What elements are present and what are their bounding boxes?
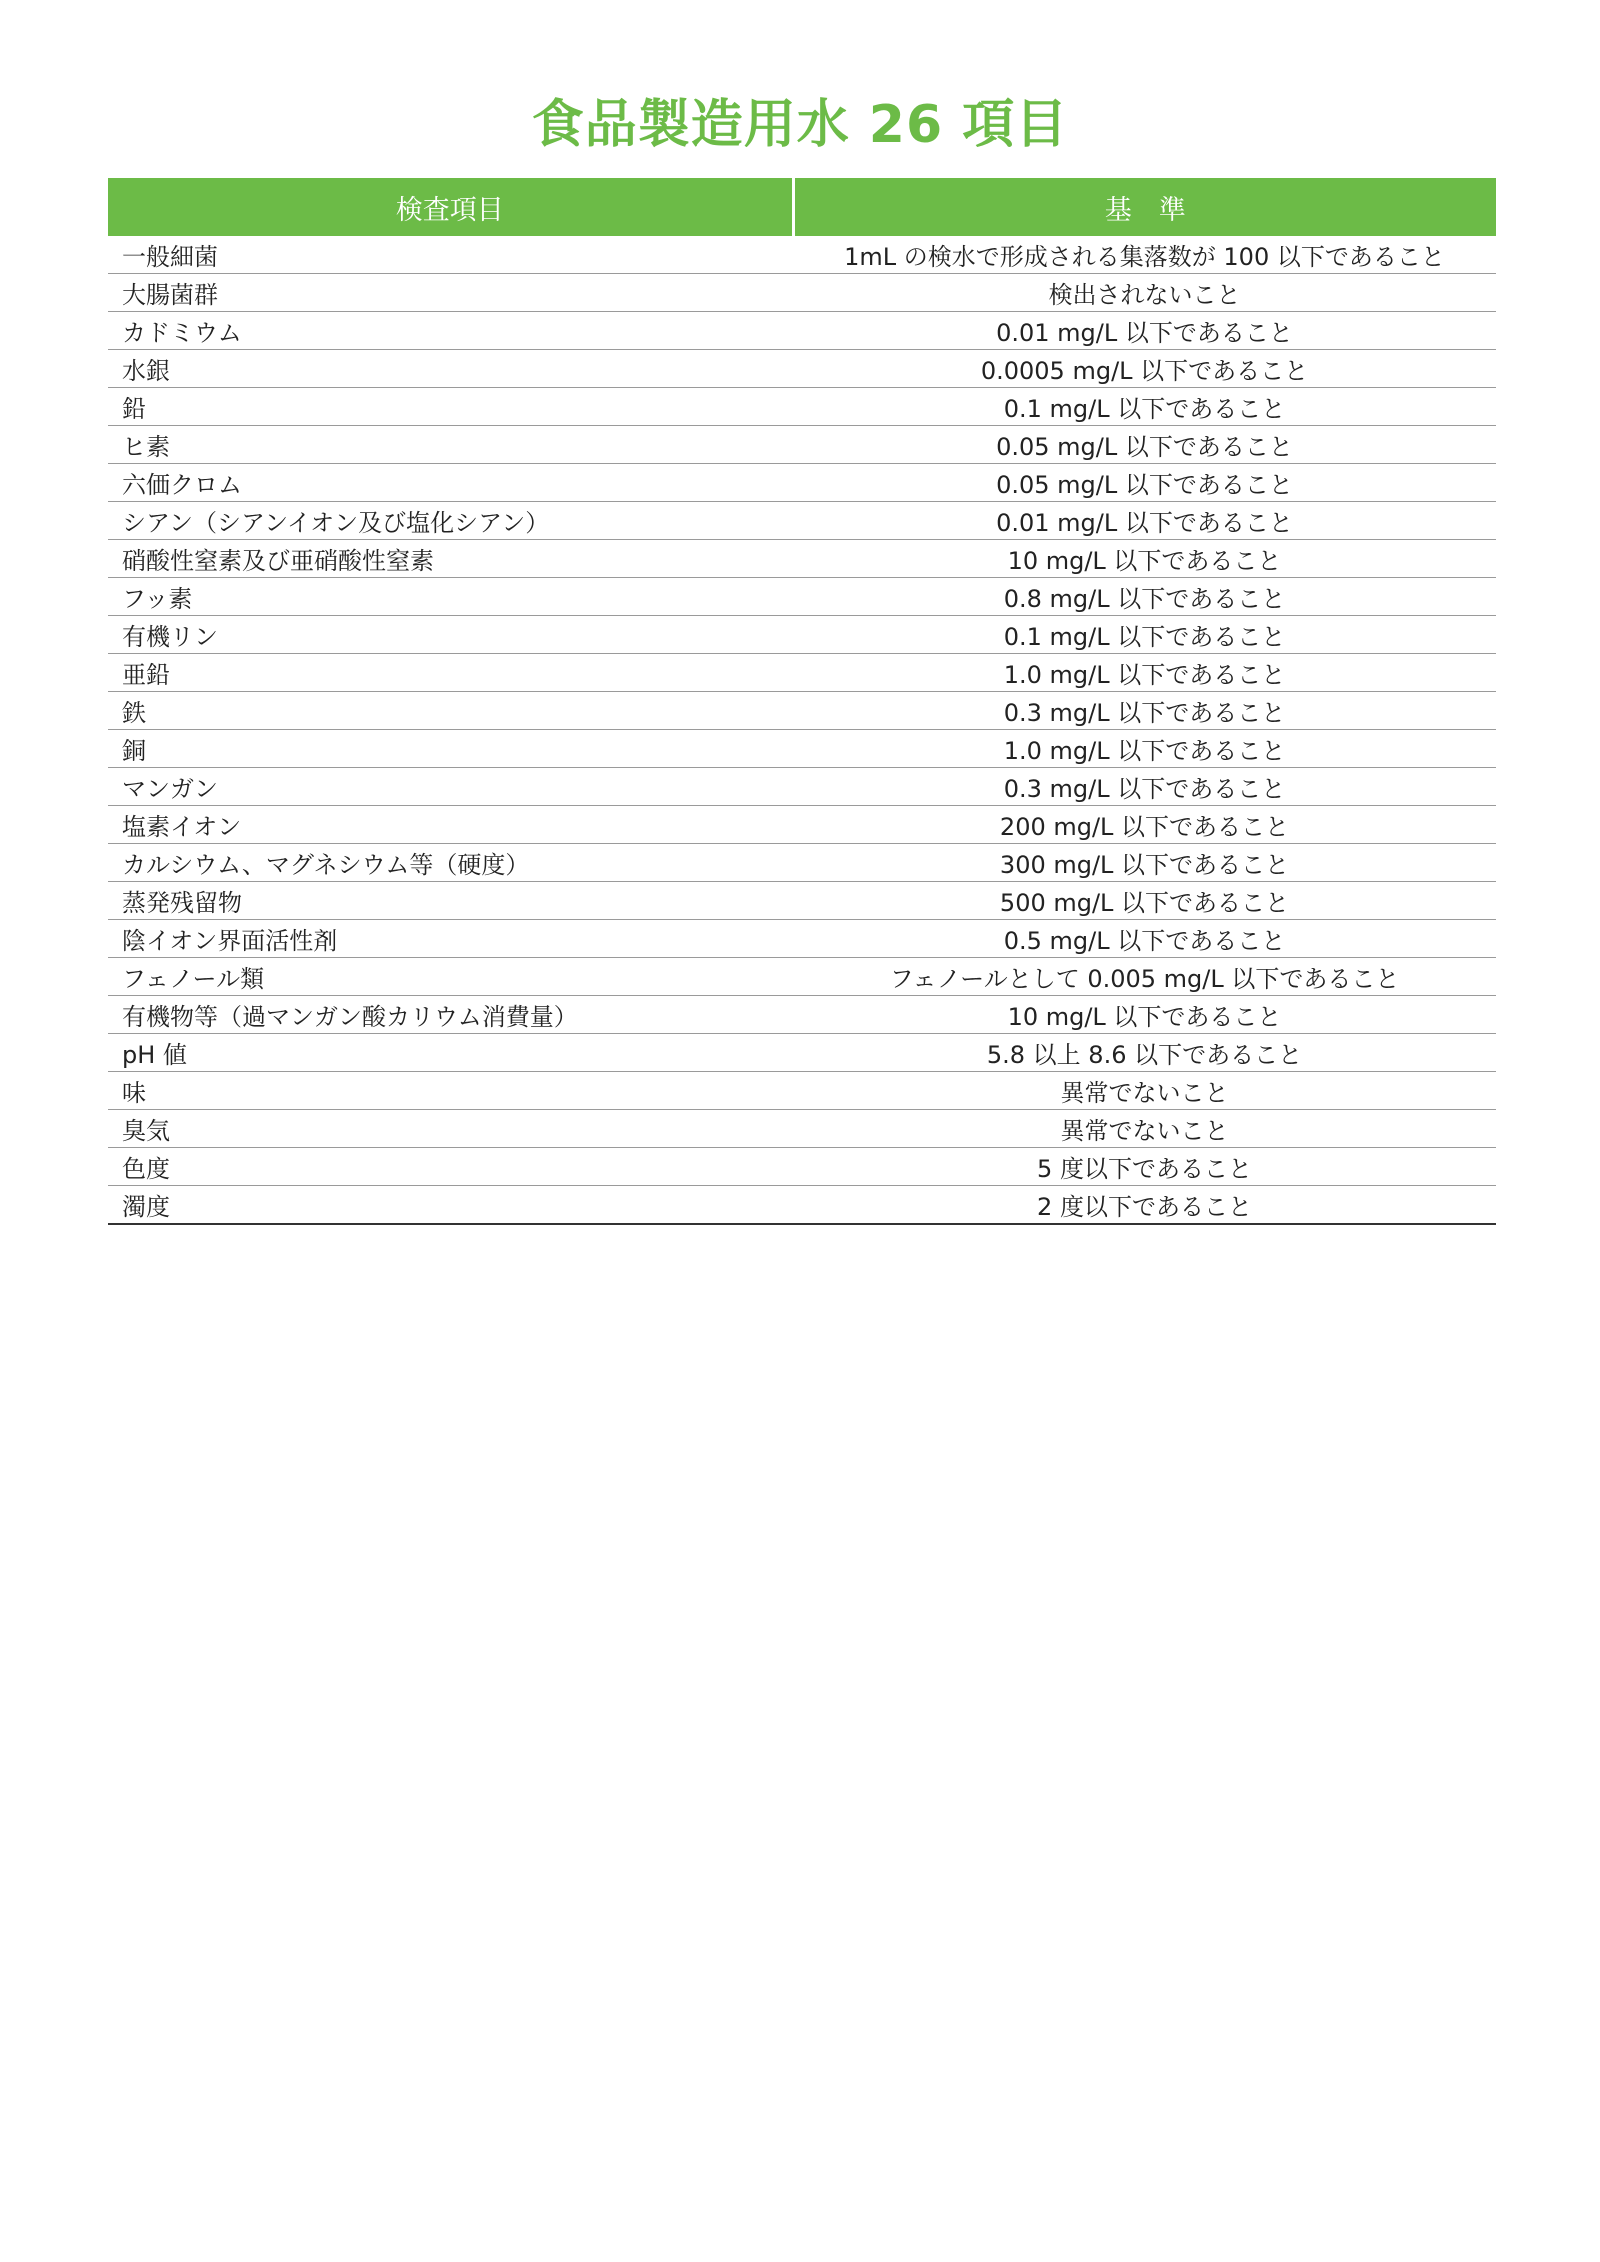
standard-cell: 1.0 mg/L 以下であること: [793, 654, 1496, 692]
standard-cell: 0.0005 mg/L 以下であること: [793, 350, 1496, 388]
column-header-item: 検査項目: [108, 178, 793, 236]
standard-cell: 500 mg/L 以下であること: [793, 882, 1496, 920]
table-row: [108, 882, 1496, 920]
inspection-item-cell: 六価クロム: [108, 464, 793, 502]
inspection-standards-table: [108, 178, 1496, 1225]
standard-cell: 200 mg/L 以下であること: [793, 806, 1496, 844]
inspection-item-cell: フッ素: [108, 578, 793, 616]
standard-cell: 0.01 mg/L 以下であること: [793, 502, 1496, 540]
inspection-item-cell: 一般細菌: [108, 236, 793, 274]
inspection-item-cell: 濁度: [108, 1186, 793, 1225]
inspection-item-cell: 色度: [108, 1148, 793, 1186]
standard-cell: 0.5 mg/L 以下であること: [793, 920, 1496, 958]
table-row: [108, 350, 1496, 388]
table-row: [108, 996, 1496, 1034]
inspection-item-cell: 硝酸性窒素及び亜硝酸性窒素: [108, 540, 793, 578]
inspection-item-cell: 味: [108, 1072, 793, 1110]
standard-cell: 異常でないこと: [793, 1072, 1496, 1110]
table-row: [108, 578, 1496, 616]
inspection-item-cell: pH 値: [108, 1034, 793, 1072]
standard-cell: 5.8 以上 8.6 以下であること: [793, 1034, 1496, 1072]
table-row: [108, 1186, 1496, 1225]
table-row: [108, 920, 1496, 958]
standard-cell: 異常でないこと: [793, 1110, 1496, 1148]
inspection-item-cell: 有機リン: [108, 616, 793, 654]
inspection-item-cell: 銅: [108, 730, 793, 768]
column-header-standard: 基 準: [793, 178, 1496, 236]
inspection-item-cell: シアン（シアンイオン及び塩化シアン）: [108, 502, 793, 540]
standard-cell: 1.0 mg/L 以下であること: [793, 730, 1496, 768]
table-row: [108, 692, 1496, 730]
inspection-item-cell: 鉄: [108, 692, 793, 730]
standard-cell: 0.8 mg/L 以下であること: [793, 578, 1496, 616]
standard-cell: 10 mg/L 以下であること: [793, 996, 1496, 1034]
table-row: [108, 768, 1496, 806]
standard-cell: フェノールとして 0.005 mg/L 以下であること: [793, 958, 1496, 996]
inspection-item-cell: マンガン: [108, 768, 793, 806]
inspection-item-cell: 大腸菌群: [108, 274, 793, 312]
table-row: [108, 464, 1496, 502]
table-row: [108, 844, 1496, 882]
inspection-item-cell: カドミウム: [108, 312, 793, 350]
table-row: [108, 616, 1496, 654]
table-row: [108, 236, 1496, 274]
standard-cell: 0.05 mg/L 以下であること: [793, 426, 1496, 464]
table-row: [108, 1072, 1496, 1110]
inspection-item-cell: カルシウム、マグネシウム等（硬度）: [108, 844, 793, 882]
standard-cell: 10 mg/L 以下であること: [793, 540, 1496, 578]
table-row: [108, 958, 1496, 996]
table-row: [108, 730, 1496, 768]
table-row: [108, 654, 1496, 692]
table-row: [108, 426, 1496, 464]
standard-cell: 0.05 mg/L 以下であること: [793, 464, 1496, 502]
page-title: 食品製造用水 26 項目: [531, 95, 1069, 155]
inspection-item-cell: 水銀: [108, 350, 793, 388]
table-header-row: [108, 178, 1496, 236]
table-row: [108, 1034, 1496, 1072]
standard-cell: 2 度以下であること: [793, 1186, 1496, 1225]
table-row: [108, 502, 1496, 540]
standard-cell: 検出されないこと: [793, 274, 1496, 312]
standard-cell: 0.1 mg/L 以下であること: [793, 388, 1496, 426]
inspection-item-cell: 鉛: [108, 388, 793, 426]
table-row: [108, 806, 1496, 844]
inspection-item-cell: 有機物等（過マンガン酸カリウム消費量）: [108, 996, 793, 1034]
inspection-item-cell: フェノール類: [108, 958, 793, 996]
table-row: [108, 1110, 1496, 1148]
standard-cell: 1mL の検水で形成される集落数が 100 以下であること: [793, 236, 1496, 274]
inspection-item-cell: 臭気: [108, 1110, 793, 1148]
standard-cell: 5 度以下であること: [793, 1148, 1496, 1186]
table-row: [108, 274, 1496, 312]
inspection-item-cell: 塩素イオン: [108, 806, 793, 844]
table-row: [108, 312, 1496, 350]
table-header: [108, 178, 1496, 236]
inspection-item-cell: ヒ素: [108, 426, 793, 464]
standard-cell: 0.3 mg/L 以下であること: [793, 692, 1496, 730]
standard-cell: 0.01 mg/L 以下であること: [793, 312, 1496, 350]
standard-cell: 0.3 mg/L 以下であること: [793, 768, 1496, 806]
inspection-item-cell: 蒸発残留物: [108, 882, 793, 920]
table-body: [108, 236, 1496, 1224]
table-row: [108, 540, 1496, 578]
table-row: [108, 1148, 1496, 1186]
standard-cell: 0.1 mg/L 以下であること: [793, 616, 1496, 654]
inspection-item-cell: 陰イオン界面活性剤: [108, 920, 793, 958]
table-row: [108, 388, 1496, 426]
inspection-item-cell: 亜鉛: [108, 654, 793, 692]
standard-cell: 300 mg/L 以下であること: [793, 844, 1496, 882]
